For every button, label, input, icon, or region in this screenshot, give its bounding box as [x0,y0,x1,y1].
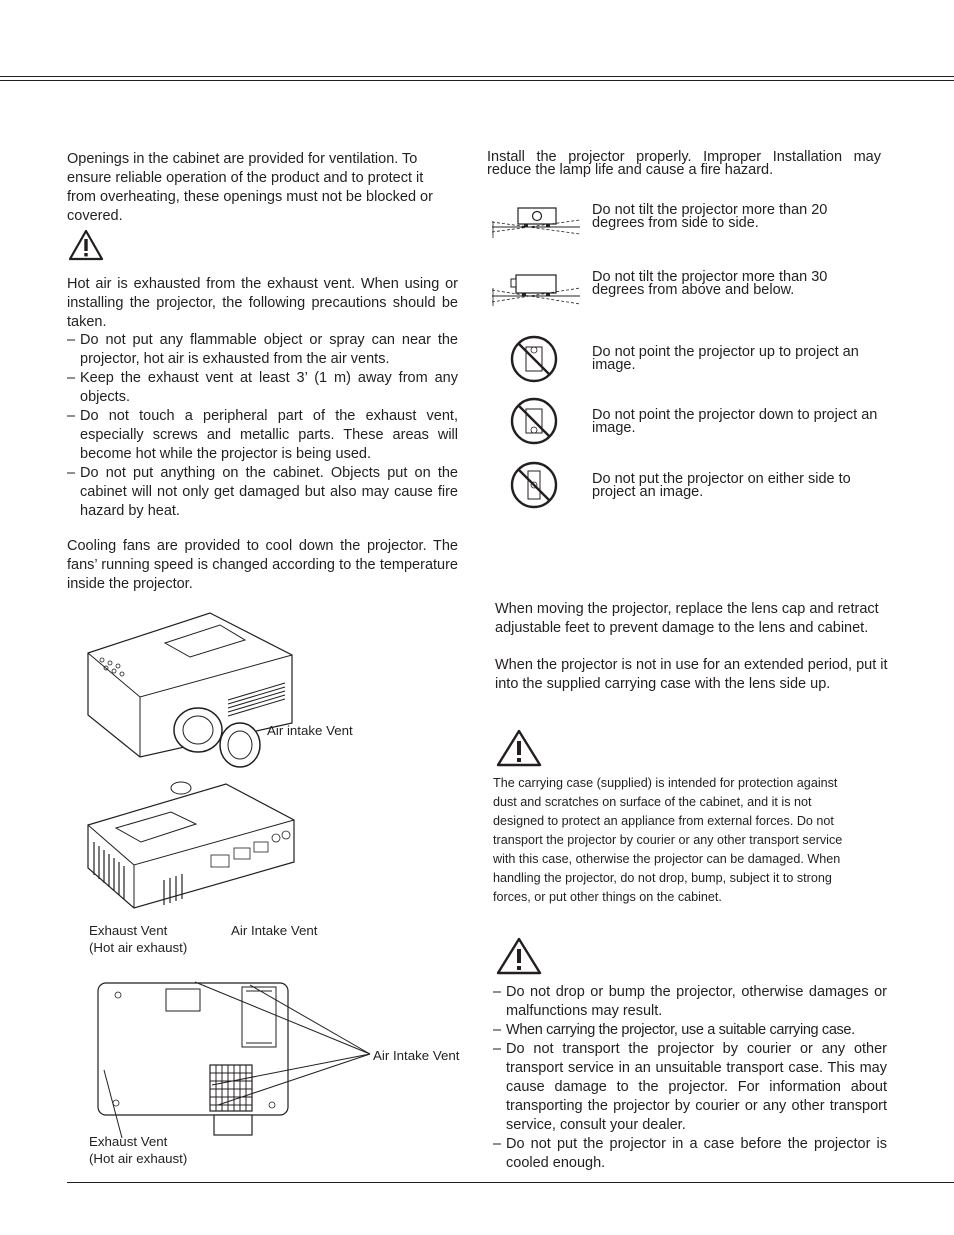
warning-triangle-icon [496,937,542,975]
tilt-front-text: Do not tilt the projector more than 30 degrees from above and below. [592,269,828,298]
carrying-case-caution: The carrying case (supplied) is intended for protection against dust and scratches on surface of the cabinet, and it is not designed to protect an appliance from external forces. Do not transport the projector by courier or any other transport service with this case, otherwise the projector can be damaged. When handling the projector, do not drop, bump, subject it to strong forces, or put other things on the cabinet. [493,776,843,904]
moving-text-1: When moving the projector, replace the lens cap and retract adjustable feet to prevent damage to the lens and cabinet. [495,601,879,636]
callout-lines [100,980,390,1150]
prohibited-point-down-icon [510,397,558,445]
transport-list [493,983,887,1173]
list-item: – When carrying the projector, use a suitable carrying case. [493,1022,855,1038]
top-rule [0,76,954,77]
hot-air-list [67,331,458,521]
moving-text-2: When the projector is not in use for an extended period, put it into the supplied carrying case with the lens side up. [495,657,888,692]
projector-front-illustration [80,605,300,780]
tilt-front-icon [490,268,582,308]
exhaust-vent-label: Exhaust Vent [89,923,168,938]
projector-rear-illustration [86,780,301,925]
list-item: – Keep the exhaust vent at least 3’ (1 m) away from any objects. [67,370,458,405]
top-rule-2 [0,80,954,81]
air-intake-vent-label: Air Intake Vent [231,923,318,938]
list-item: – Do not drop or bump the projector, otherwise damages or malfunctions may result. [493,984,887,1019]
tilt-side-icon [490,202,582,242]
list-item: – Do not touch a peripheral part of the exhaust vent, especially screws and metallic parts. These areas will become hot while the projector is being used. [67,408,458,462]
warning-triangle-icon [496,729,542,767]
air-intake-vent-label: Air intake Vent [267,723,353,738]
warning-triangle-icon [68,229,104,261]
bottom-rule [67,1182,954,1183]
tilt-side-text: Do not tilt the projector more than 20 degrees from side to side. [592,202,828,231]
install-text: Install the projector properly. Improper Installation may reduce the lamp life and cause a fire hazard. [487,149,881,178]
hot-air-exhaust-label: (Hot air exhaust) [89,1151,188,1166]
exhaust-vent-label: Exhaust Vent [89,1134,168,1149]
list-item: – Do not put any flammable object or spray can near the projector, hot air is exhausted from the air vents. [67,332,458,367]
hot-air-intro: Hot air is exhausted from the exhaust vent. When using or installing the projector, the following precautions should be taken. [67,276,458,330]
ventilation-text: Openings in the cabinet are provided for ventilation. To ensure reliable operation of the product and to protect it from overheating, these openings must not be blocked or covered. [67,151,433,224]
side-text: Do not put the projector on either side to project an image. [592,471,851,500]
prohibited-point-up-icon [510,335,558,383]
air-intake-vent-label: Air Intake Vent [373,1048,460,1063]
list-item: – Do not put anything on the cabinet. Objects put on the cabinet will not only get damaged but also may cause fire hazard by heat. [67,465,458,519]
prohibited-side-icon [510,461,558,509]
point-down-text: Do not point the projector down to project an image. [592,407,878,436]
cooling-text: Cooling fans are provided to cool down the projector. The fans’ running speed is changed according to the temperature inside the projector. [67,538,458,592]
list-item: – Do not put the projector in a case before the projector is cooled enough. [493,1136,887,1171]
hot-air-exhaust-label: (Hot air exhaust) [89,940,188,955]
list-item: – Do not transport the projector by courier or any other transport service in an unsuitable transport case. This may cause damage to the projector. For information about transporting the projector by courier or any other transport service, consult your dealer. [493,1041,887,1133]
point-up-text: Do not point the projector up to project an image. [592,344,859,373]
